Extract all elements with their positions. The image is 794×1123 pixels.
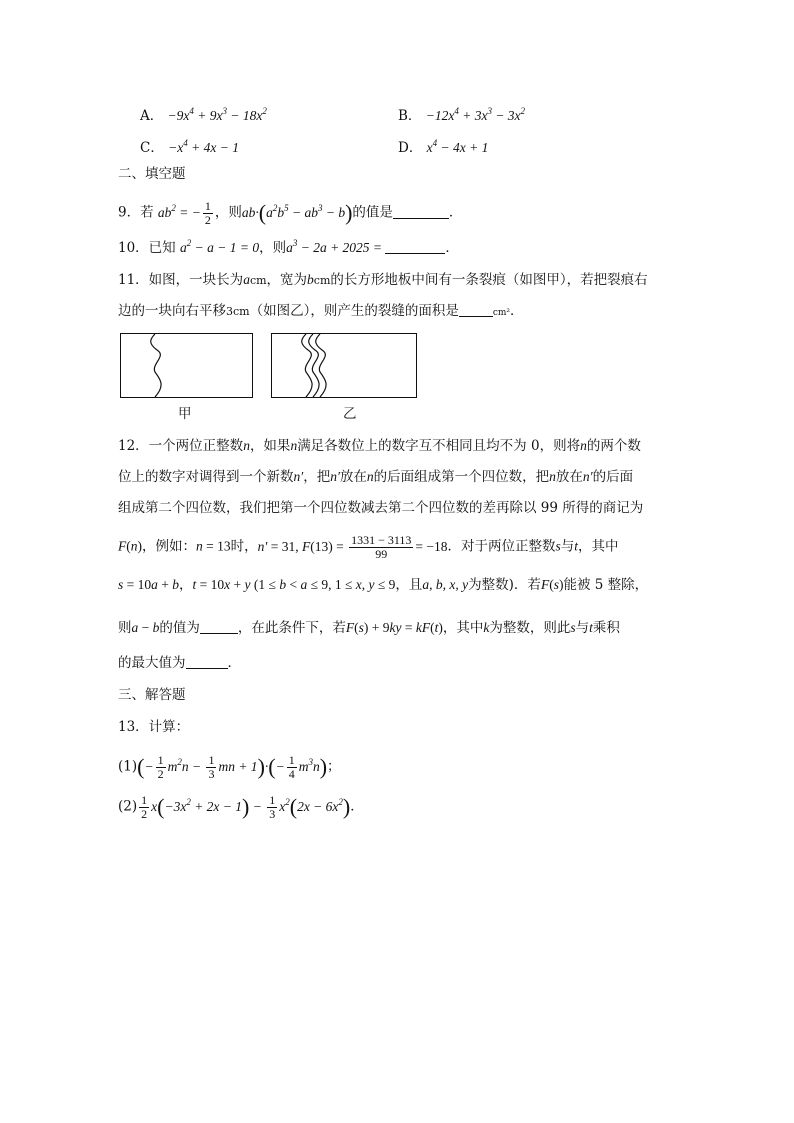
question-12-line7: 的最大值为 ． xyxy=(118,655,241,671)
figure-jia-label: 甲 xyxy=(178,406,192,422)
question-12-line6: 则a − b的值为 ，在此条件下，若F(s) + 9ky = kF(t)，其中k为整数，则此s与t乘积 xyxy=(118,620,620,636)
answer-blank[interactable] xyxy=(186,654,228,669)
question-12-line2: 位上的数字对调得到一个新数n′，把n′放在n的后面组成第一个四位数，把n放在n′的后面 xyxy=(118,469,634,485)
answer-blank[interactable] xyxy=(385,239,445,254)
question-13-part2: (2) $\frac{1}{2}$ $x(-3x^2 + 2x - 1)$ − $\frac{1}{3}$ $x^2(2x - 6x^2)$． xyxy=(118,793,364,821)
question-9: 9．若 $ab^2$ = − $\frac{1}{2}$ ，则$ab\cdot(a^2b^5 - ab^3 - b)$的值是 ． xyxy=(118,199,463,227)
q10-expression: $a^3 - 2a + 2025$ = xyxy=(286,238,386,255)
choice-a-expr: $-9x^4 + 9x^3 - 18x^2$ xyxy=(167,106,267,123)
q9-condition: $ab^2$ = − $\frac{1}{2}$ xyxy=(157,199,211,227)
section-solve-heading: 三、解答题 xyxy=(118,687,186,703)
answer-blank[interactable] xyxy=(200,619,238,634)
figure-yi-label: 乙 xyxy=(343,406,357,422)
q12-example: n′ = 31, F(13) = $\frac{1331 - 3113}{99}$ = −18 xyxy=(257,533,448,561)
crack-yi xyxy=(272,334,416,397)
choice-d: D． $x^4 - 4x + 1$ xyxy=(398,138,489,156)
question-13-title: 13．计算： xyxy=(118,719,190,735)
q9-expression: $ab\cdot(a^2b^5 - ab^3 - b)$ xyxy=(241,199,353,225)
section-fill-heading: 二、填空题 xyxy=(118,166,186,182)
choice-b: B． $-12x^4 + 3x^3 - 3x^2$ xyxy=(398,106,526,124)
answer-blank[interactable] xyxy=(393,204,449,219)
figure-jia xyxy=(120,333,253,398)
choice-c-expr: $-x^4 + 4x - 1$ xyxy=(168,138,239,155)
crack-jia xyxy=(121,334,252,397)
answer-blank[interactable] xyxy=(459,302,493,317)
question-11-line2: 边的一块向右平移3cm（如图乙），则产生的裂缝的面积是 cm²． xyxy=(118,303,524,319)
question-12-line4: F(n)，例如：n = 13时，n′ = 31, F(13) = $\frac{1331 - 3113}{99}$ = −18．对于两位正整数s与t，其中 xyxy=(118,533,619,561)
choice-a: A． $-9x^4 + 9x^3 - 18x^2$ xyxy=(140,106,267,124)
question-12-line1: 12．一个两位正整数n，如果n满足各数位上的数字互不相同且均不为 0，则将n的两个数 xyxy=(118,438,641,454)
question-11-line1: 11．如图，一块长为acm，宽为bcm的长方形地板中间有一条裂痕（如图甲），若把裂痕右 xyxy=(118,272,648,288)
choice-c: C． $-x^4 + 4x - 1$ xyxy=(140,138,239,156)
question-13-part1: (1)(− $\frac{1}{2}$ $m^2n$ − $\frac{1}{3}$ mn + 1)·(− $\frac{1}{4}$ $m^3n$)； xyxy=(118,753,341,781)
question-12-line5: s = 10a + b，t = 10x + y (1 ≤ b < a ≤ 9, 1 ≤ x, y ≤ 9，且a, b, x, y为整数)．若F(s)能被 5 整除， xyxy=(118,577,649,593)
choice-d-expr: $x^4 - 4x + 1$ xyxy=(426,138,489,155)
choice-b-expr: $-12x^4 + 3x^3 - 3x^2$ xyxy=(425,106,526,123)
question-10: 10．已知 $a^2 - a - 1 = 0$，则$a^3 - 2a + 2025$ = ． xyxy=(118,238,459,256)
question-12-line3: 组成第二个四位数，我们把第一个四位数减去第二个四位数的差再除以 99 所得的商记为 xyxy=(118,500,644,516)
q10-condition: $a^2 - a - 1 = 0$ xyxy=(179,238,260,255)
figure-yi xyxy=(271,333,417,398)
